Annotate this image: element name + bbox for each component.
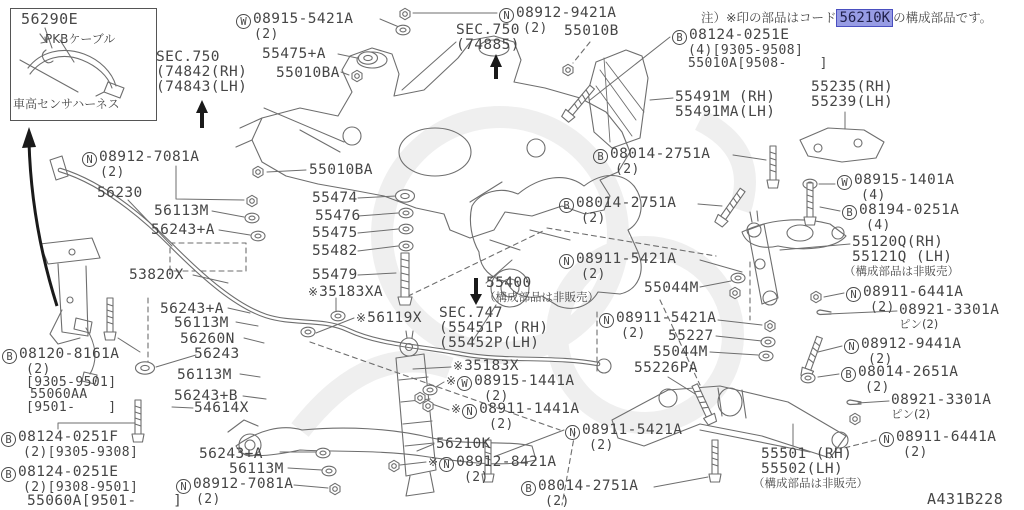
part-label-SEC.747[interactable]	[439, 306, 549, 351]
part-label-56119X[interactable]	[356, 311, 422, 326]
part-label-08124-0251F[interactable]	[1, 430, 138, 460]
part-number-text: 55475+A	[262, 46, 326, 62]
part-number-text: 55479	[312, 267, 358, 283]
part-number-text: 56113M	[177, 367, 232, 383]
part-label-55491MRH[interactable]	[675, 90, 775, 120]
part-number-text: 56210K	[436, 436, 491, 452]
part-number-text: (2)	[870, 300, 895, 315]
circled-letter-B: B	[559, 198, 574, 213]
part-number-text: (74843(LH)	[156, 79, 248, 95]
part-number-text: 35183X	[464, 358, 519, 374]
part-number-text: (2)	[615, 162, 640, 177]
part-number-text: 56230	[97, 185, 143, 201]
note-prefix: 注）※印の部品はコード	[701, 10, 837, 25]
part-label-55010B[interactable]	[564, 24, 619, 39]
circled-letter-N: N	[176, 479, 191, 494]
part-number-text: 55482	[312, 243, 358, 259]
circled-letter-N: N	[565, 425, 580, 440]
part-number-text: 08014-2751A	[576, 195, 677, 211]
circled-letter-B: B	[672, 30, 687, 45]
part-label-08014-2751A[interactable]	[593, 147, 710, 177]
part-label-55475[interactable]	[312, 226, 358, 241]
part-number-text: 08124-0251F	[18, 429, 119, 445]
part-label-55474[interactable]	[312, 191, 358, 206]
part-label-08194-0251A[interactable]	[842, 203, 959, 233]
part-number-text: 55235(RH)	[811, 79, 894, 95]
part-number-text: 55120Q(RH)	[852, 234, 944, 250]
part-number-text: 55501 (RH)	[761, 446, 853, 462]
part-label-54614X[interactable]	[194, 401, 249, 416]
circled-letter-B: B	[1, 432, 16, 447]
part-number-text: 55491M (RH)	[675, 89, 776, 105]
part-number-text: 08124-0251E	[18, 464, 119, 480]
part-label-56260N[interactable]	[180, 332, 235, 347]
part-number-text: 08911-5421A	[582, 422, 683, 438]
part-label-08124-0251E[interactable]	[1, 465, 138, 495]
part-number-text: 53820X	[129, 267, 184, 283]
part-number-text: (55451P (RH)	[439, 320, 549, 336]
part-number-text: 08911-6441A	[863, 284, 964, 300]
circled-letter-N: N	[462, 404, 477, 419]
part-number-text: 55239(LH)	[811, 94, 894, 110]
part-label-56243+A[interactable]	[199, 447, 263, 462]
part-number-text: (2)[9308-9501]	[23, 480, 139, 495]
part-number-text: 08915-1401A	[854, 172, 955, 188]
part-label-55235RH[interactable]	[811, 80, 893, 110]
part-number-text: 55010BA	[309, 162, 373, 178]
part-label-56243[interactable]	[194, 347, 240, 362]
part-number-text: 55060AA	[30, 387, 88, 402]
circled-letter-B: B	[593, 149, 608, 164]
circled-letter-N: N	[879, 432, 894, 447]
part-label-55060A9501-[interactable]	[27, 494, 182, 509]
part-number-text: 56113M	[229, 461, 284, 477]
part-label-55501RH[interactable]	[753, 446, 868, 490]
part-number-text: 08014-2751A	[538, 478, 639, 494]
part-number-text: 08915-1441A	[474, 373, 575, 389]
part-number-text: (2)	[868, 352, 893, 367]
part-number-text: 08911-6441A	[896, 429, 997, 445]
part-number-text: (74842(RH)	[156, 64, 248, 80]
part-number-text: 55474	[312, 190, 358, 206]
part-number-text: (4)	[861, 188, 886, 203]
circled-letter-N: N	[844, 339, 859, 354]
part-number-text: [9305-9501]	[26, 374, 117, 390]
part-number-text: (2)	[545, 494, 570, 509]
part-label-55010BA[interactable]	[276, 66, 340, 81]
part-number-text: 08014-2651A	[858, 364, 959, 380]
inset-part-number[interactable]: 56290E	[21, 10, 79, 28]
highlighted-part-code[interactable]: 56210K	[836, 9, 893, 27]
part-label-08921-3301A[interactable]	[899, 303, 999, 331]
part-number-text: (2)	[484, 389, 509, 404]
part-label-55010BA[interactable]	[309, 163, 373, 178]
part-number-text: 08120-8161A	[19, 346, 120, 362]
asterisk-marker: ※	[308, 285, 319, 299]
part-number-text: 08912-9441A	[861, 336, 962, 352]
part-number-text: 56243+A	[151, 222, 215, 238]
part-label-56113M[interactable]	[177, 368, 232, 383]
circled-letter-N: N	[559, 254, 574, 269]
circled-letter-W: W	[236, 14, 251, 29]
part-label-35183XA[interactable]	[308, 285, 383, 300]
circled-letter-B: B	[842, 205, 857, 220]
part-label-55044M[interactable]	[644, 281, 699, 296]
asterisk-marker: ※	[446, 374, 457, 388]
part-label-55120QRH[interactable]	[844, 234, 959, 278]
part-number-text: 55491MA(LH)	[675, 104, 776, 120]
part-number-text: 08014-2751A	[610, 146, 711, 162]
part-number-text: 55010B	[564, 23, 619, 39]
part-number-text: (2)	[589, 438, 614, 453]
note-suffix: の構成部品です。	[893, 10, 993, 25]
part-number-text: (2)	[196, 492, 221, 507]
part-number-text: (74885)	[456, 37, 520, 53]
part-number-text: 55476	[315, 208, 361, 224]
part-number-text: 08912-8421A	[456, 454, 557, 470]
part-label-08915-5421A[interactable]	[236, 12, 353, 42]
part-label-08911-6441A[interactable]	[879, 430, 996, 460]
asterisk-marker: ※	[428, 455, 439, 469]
part-number-text: 56260N	[180, 331, 235, 347]
part-label-56210K[interactable]	[436, 437, 491, 452]
part-label-56113M[interactable]	[154, 204, 209, 219]
part-label-08921-3301A[interactable]	[891, 393, 991, 421]
circled-letter-N: N	[439, 457, 454, 472]
part-number-text: (2)	[523, 21, 548, 36]
part-label-SEC.750[interactable]	[456, 23, 520, 53]
circled-letter-B: B	[841, 367, 856, 382]
part-label-SEC.750[interactable]	[156, 50, 247, 95]
part-number-text: (2)	[621, 326, 646, 341]
part-number-text: SEC.750	[156, 49, 220, 65]
circled-letter-B: B	[521, 481, 536, 496]
part-label-53820X[interactable]	[129, 268, 184, 283]
part-number-text: 55060A[9501- ]	[27, 493, 183, 509]
part-number-text: SEC.750	[456, 22, 520, 38]
asterisk-marker: ※	[451, 402, 462, 416]
part-number-text: 08911-5421A	[576, 251, 677, 267]
part-number-text: 08912-7081A	[193, 476, 294, 492]
part-label-55482[interactable]	[312, 244, 358, 259]
part-number-text: ピン(2)	[899, 317, 939, 331]
part-label-08915-1441A[interactable]	[446, 374, 575, 404]
part-number-text: 55044M	[644, 280, 699, 296]
part-number-text: （構成部品は非販売）	[484, 290, 599, 304]
part-label-08912-7081A[interactable]	[82, 150, 199, 180]
part-number-text: (2)	[903, 445, 928, 460]
part-number-text: 55010BA	[276, 65, 340, 81]
inset-harness-label: 車高センサハーネス	[13, 97, 120, 111]
part-number-text: (2)	[581, 211, 606, 226]
part-number-text: 56243+B	[174, 388, 238, 404]
circled-letter-N: N	[82, 152, 97, 167]
part-number-text: 55475	[312, 225, 358, 241]
part-number-text: (2)	[489, 417, 514, 432]
part-number-text: 55044M	[653, 344, 708, 360]
part-label-08014-2751A[interactable]	[521, 479, 638, 509]
part-number-text: 56119X	[367, 310, 422, 326]
part-label-08911-5421A[interactable]	[565, 423, 682, 453]
part-number-text: 56113M	[174, 315, 229, 331]
part-number-text: 08912-7081A	[99, 149, 200, 165]
part-number-text: （構成部品は非販売）	[753, 476, 868, 490]
part-label-08915-1401A[interactable]	[837, 173, 954, 203]
part-number-text: 55121Q (LH)	[852, 249, 953, 265]
part-label-08912-9441A[interactable]	[844, 337, 961, 367]
part-number-text: （構成部品は非販売）	[844, 264, 959, 278]
part-number-text: 08921-3301A	[899, 302, 1000, 318]
part-label-55227[interactable]	[668, 329, 714, 344]
part-label-56243+A[interactable]	[151, 223, 215, 238]
circled-letter-B: B	[1, 467, 16, 482]
part-number-text: 55227	[668, 328, 714, 344]
part-label-55400[interactable]	[486, 276, 599, 304]
part-label-35183X[interactable]	[453, 359, 519, 374]
part-number-text: 35183XA	[319, 284, 383, 300]
part-number-text: (2)	[254, 27, 279, 42]
part-number-text: 08921-3301A	[891, 392, 992, 408]
part-label-08014-2651A[interactable]	[841, 365, 958, 395]
circled-letter-W: W	[837, 175, 852, 190]
asterisk-marker: ※	[453, 359, 464, 373]
part-label-08014-2751A[interactable]	[559, 196, 676, 226]
part-number-text: 56243	[194, 346, 240, 362]
part-number-text: 55010A[9508- ]	[688, 55, 828, 71]
part-number-text: (4)	[866, 218, 891, 233]
part-number-text: 54614X	[194, 400, 249, 416]
part-number-text: 55502(LH)	[761, 461, 844, 477]
part-number-text: 55400	[486, 275, 532, 291]
part-number-text: (55452P(LH)	[439, 335, 540, 351]
part-label-56230[interactable]	[97, 186, 143, 201]
part-number-text: ピン(2)	[891, 407, 931, 421]
part-number-text: [9501- ]	[26, 399, 117, 415]
part-number-text: 08194-0251A	[859, 202, 960, 218]
part-number-text: 08911-1441A	[479, 401, 580, 417]
part-number-text: (4)[9305-9508]	[688, 43, 804, 58]
part-number-text: (2)	[26, 362, 51, 377]
part-label-55044M[interactable]	[653, 345, 708, 360]
asterisk-marker: ※	[356, 311, 367, 325]
part-number-text: 56243+A	[199, 446, 263, 462]
circled-letter-N: N	[846, 287, 861, 302]
diagram-reference-code: A431B228	[927, 490, 1004, 508]
circled-letter-W: W	[457, 376, 472, 391]
part-label-08124-0251E[interactable]	[672, 28, 828, 70]
part-label-55476[interactable]	[315, 209, 361, 224]
part-number-text: 08912-9421A	[516, 5, 617, 21]
part-number-text: (2)	[865, 380, 890, 395]
part-number-text: 08124-0251E	[689, 27, 790, 43]
part-label-08912-7081A[interactable]	[176, 477, 293, 507]
part-label-55479[interactable]	[312, 268, 358, 283]
part-number-text: 08915-5421A	[253, 11, 354, 27]
part-label-55475+A[interactable]	[262, 47, 326, 62]
part-number-text: (2)	[464, 470, 489, 485]
part-number-text: (2)	[581, 267, 606, 282]
part-number-text: SEC.747	[439, 305, 503, 321]
part-number-text: 56113M	[154, 203, 209, 219]
circled-letter-N: N	[499, 8, 514, 23]
part-label-55226PA[interactable]	[634, 361, 698, 376]
part-label-08120-8161A[interactable]	[2, 347, 119, 414]
circled-letter-B: B	[2, 349, 17, 364]
part-label-56113M[interactable]	[229, 462, 284, 477]
part-number-text: (2)[9305-9308]	[23, 445, 139, 460]
part-number-text: 08911-5421A	[616, 310, 717, 326]
part-label-56113M[interactable]	[174, 316, 229, 331]
part-label-08911-1441A[interactable]	[451, 402, 580, 432]
inset-cable-label: PKBケーブル	[45, 32, 116, 46]
part-number-text: (2)	[100, 165, 125, 180]
part-number-text: 55226PA	[634, 360, 698, 376]
circled-letter-N: N	[599, 313, 614, 328]
part-number-text: 56243+A	[160, 301, 224, 317]
